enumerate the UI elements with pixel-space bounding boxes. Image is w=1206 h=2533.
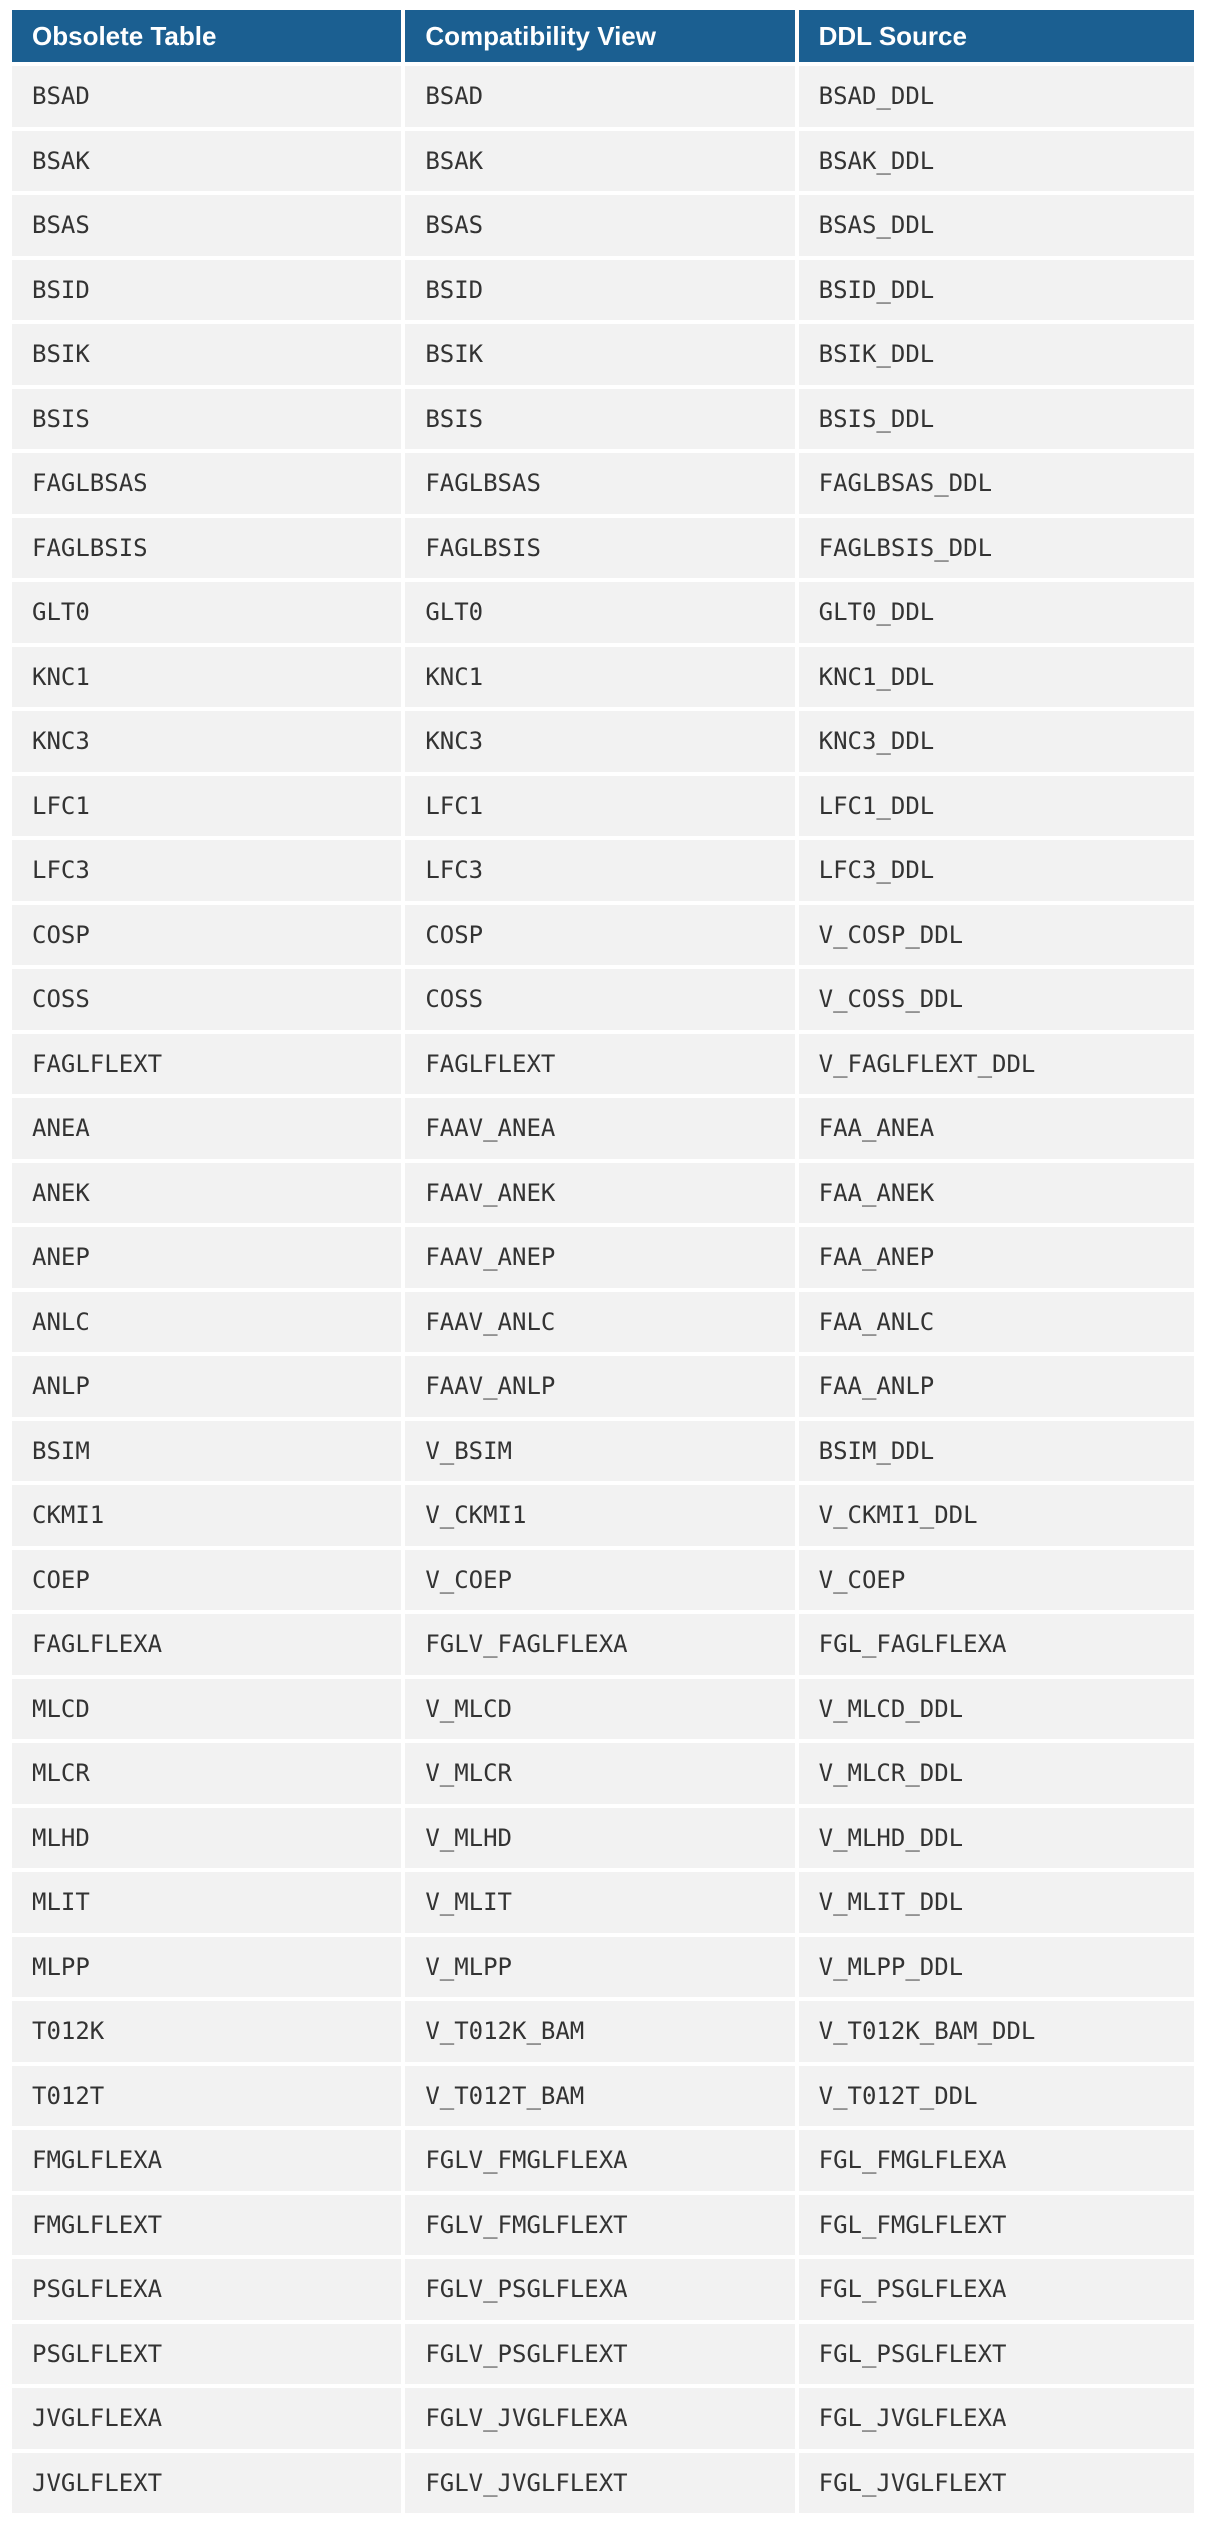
cell-ddl-source: V_FAGLFLEXT_DDL (799, 1034, 1194, 1095)
cell-ddl-source: V_T012K_BAM_DDL (799, 2001, 1194, 2062)
cell-compatibility-view: FAGLFLEXT (405, 1034, 794, 1095)
table-row (12, 518, 1194, 579)
table-row (12, 647, 1194, 708)
cell-compatibility-view: COSP (405, 905, 794, 966)
cell-obsolete-table: BSIM (12, 1421, 401, 1482)
cell-ddl-source: FAA_ANEP (799, 1227, 1194, 1288)
cell-compatibility-view: FAGLBSIS (405, 518, 794, 579)
cell-ddl-source: BSAD_DDL (799, 66, 1194, 127)
cell-obsolete-table: ANEK (12, 1163, 401, 1224)
cell-compatibility-view: V_MLIT (405, 1872, 794, 1933)
cell-ddl-source: FAGLBSAS_DDL (799, 453, 1194, 514)
table-row (12, 905, 1194, 966)
table-row (12, 2324, 1194, 2385)
cell-obsolete-table: MLPP (12, 1937, 401, 1998)
table-row (12, 260, 1194, 321)
cell-compatibility-view: V_MLHD (405, 1808, 794, 1869)
table-row (12, 2130, 1194, 2191)
table-row (12, 1872, 1194, 1933)
cell-compatibility-view: FGLV_FMGLFLEXT (405, 2195, 794, 2256)
cell-obsolete-table: FMGLFLEXA (12, 2130, 401, 2191)
cell-ddl-source: LFC3_DDL (799, 840, 1194, 901)
table-row (12, 2195, 1194, 2256)
cell-compatibility-view: BSIS (405, 389, 794, 450)
table-row (12, 1356, 1194, 1417)
cell-obsolete-table: BSIS (12, 389, 401, 450)
cell-compatibility-view: FGLV_PSGLFLEXA (405, 2259, 794, 2320)
table-row (12, 1937, 1194, 1998)
cell-obsolete-table: FAGLBSAS (12, 453, 401, 514)
table-row (12, 582, 1194, 643)
cell-ddl-source: LFC1_DDL (799, 776, 1194, 837)
cell-compatibility-view: V_MLCD (405, 1679, 794, 1740)
table-row (12, 1808, 1194, 1869)
cell-ddl-source: BSAS_DDL (799, 195, 1194, 256)
cell-compatibility-view: FAAV_ANLC (405, 1292, 794, 1353)
table-row (12, 1679, 1194, 1740)
cell-ddl-source: FGL_PSGLFLEXA (799, 2259, 1194, 2320)
column-header-obsolete-table: Obsolete Table (12, 10, 401, 62)
cell-compatibility-view: BSID (405, 260, 794, 321)
cell-obsolete-table: BSIK (12, 324, 401, 385)
cell-obsolete-table: MLIT (12, 1872, 401, 1933)
cell-ddl-source: BSIK_DDL (799, 324, 1194, 385)
cell-compatibility-view: FGLV_JVGLFLEXT (405, 2453, 794, 2514)
cell-compatibility-view: FAAV_ANEA (405, 1098, 794, 1159)
table-row (12, 131, 1194, 192)
cell-ddl-source: V_COEP (799, 1550, 1194, 1611)
cell-obsolete-table: ANEP (12, 1227, 401, 1288)
cell-ddl-source: BSID_DDL (799, 260, 1194, 321)
cell-obsolete-table: T012T (12, 2066, 401, 2127)
table-row (12, 1098, 1194, 1159)
obsolete-tables-mapping-table (8, 6, 1198, 2517)
cell-ddl-source: GLT0_DDL (799, 582, 1194, 643)
table-row (12, 195, 1194, 256)
table-row (12, 1550, 1194, 1611)
table-container (12, 10, 1194, 2517)
cell-compatibility-view: FGLV_FAGLFLEXA (405, 1614, 794, 1675)
cell-obsolete-table: BSID (12, 260, 401, 321)
cell-compatibility-view: LFC1 (405, 776, 794, 837)
cell-ddl-source: FAA_ANEK (799, 1163, 1194, 1224)
table-row (12, 66, 1194, 127)
table-row (12, 2066, 1194, 2127)
table-row (12, 1421, 1194, 1482)
cell-obsolete-table: ANLP (12, 1356, 401, 1417)
cell-compatibility-view: V_T012T_BAM (405, 2066, 794, 2127)
cell-compatibility-view: V_T012K_BAM (405, 2001, 794, 2062)
cell-compatibility-view: FGLV_JVGLFLEXA (405, 2388, 794, 2449)
cell-compatibility-view: V_COEP (405, 1550, 794, 1611)
table-row (12, 2388, 1194, 2449)
cell-compatibility-view: BSAK (405, 131, 794, 192)
cell-ddl-source: KNC1_DDL (799, 647, 1194, 708)
cell-compatibility-view: KNC1 (405, 647, 794, 708)
cell-obsolete-table: BSAS (12, 195, 401, 256)
cell-obsolete-table: BSAK (12, 131, 401, 192)
table-row (12, 1485, 1194, 1546)
cell-ddl-source: FGL_JVGLFLEXA (799, 2388, 1194, 2449)
column-header-compatibility-view: Compatibility View (405, 10, 794, 62)
cell-obsolete-table: KNC1 (12, 647, 401, 708)
cell-ddl-source: KNC3_DDL (799, 711, 1194, 772)
cell-ddl-source: FAA_ANLP (799, 1356, 1194, 1417)
cell-ddl-source: FGL_PSGLFLEXT (799, 2324, 1194, 2385)
table-row (12, 1034, 1194, 1095)
cell-obsolete-table: FMGLFLEXT (12, 2195, 401, 2256)
cell-ddl-source: V_MLCD_DDL (799, 1679, 1194, 1740)
cell-obsolete-table: T012K (12, 2001, 401, 2062)
cell-obsolete-table: JVGLFLEXA (12, 2388, 401, 2449)
cell-obsolete-table: FAGLBSIS (12, 518, 401, 579)
table-row (12, 453, 1194, 514)
cell-obsolete-table: KNC3 (12, 711, 401, 772)
cell-ddl-source: FGL_FMGLFLEXA (799, 2130, 1194, 2191)
cell-ddl-source: V_MLHD_DDL (799, 1808, 1194, 1869)
cell-ddl-source: FAA_ANEA (799, 1098, 1194, 1159)
cell-obsolete-table: FAGLFLEXT (12, 1034, 401, 1095)
cell-ddl-source: FAA_ANLC (799, 1292, 1194, 1353)
cell-obsolete-table: ANEA (12, 1098, 401, 1159)
table-row (12, 1614, 1194, 1675)
cell-obsolete-table: MLCR (12, 1743, 401, 1804)
cell-obsolete-table: BSAD (12, 66, 401, 127)
cell-obsolete-table: JVGLFLEXT (12, 2453, 401, 2514)
cell-compatibility-view: COSS (405, 969, 794, 1030)
cell-obsolete-table: GLT0 (12, 582, 401, 643)
column-header-ddl-source: DDL Source (799, 10, 1194, 62)
cell-obsolete-table: COSS (12, 969, 401, 1030)
table-row (12, 969, 1194, 1030)
table-row (12, 2453, 1194, 2514)
cell-obsolete-table: MLHD (12, 1808, 401, 1869)
cell-compatibility-view: V_MLCR (405, 1743, 794, 1804)
cell-obsolete-table: FAGLFLEXA (12, 1614, 401, 1675)
table-header (12, 10, 1194, 62)
cell-ddl-source: FGL_JVGLFLEXT (799, 2453, 1194, 2514)
cell-compatibility-view: GLT0 (405, 582, 794, 643)
cell-compatibility-view: V_MLPP (405, 1937, 794, 1998)
cell-compatibility-view: BSIK (405, 324, 794, 385)
cell-ddl-source: FGL_FMGLFLEXT (799, 2195, 1194, 2256)
cell-compatibility-view: BSAS (405, 195, 794, 256)
cell-compatibility-view: BSAD (405, 66, 794, 127)
cell-ddl-source: V_COSP_DDL (799, 905, 1194, 966)
cell-obsolete-table: LFC1 (12, 776, 401, 837)
cell-ddl-source: FAGLBSIS_DDL (799, 518, 1194, 579)
cell-compatibility-view: FGLV_FMGLFLEXA (405, 2130, 794, 2191)
cell-compatibility-view: LFC3 (405, 840, 794, 901)
cell-compatibility-view: FAGLBSAS (405, 453, 794, 514)
table-row (12, 1163, 1194, 1224)
cell-ddl-source: V_CKMI1_DDL (799, 1485, 1194, 1546)
cell-compatibility-view: FGLV_PSGLFLEXT (405, 2324, 794, 2385)
cell-obsolete-table: CKMI1 (12, 1485, 401, 1546)
cell-obsolete-table: LFC3 (12, 840, 401, 901)
cell-compatibility-view: KNC3 (405, 711, 794, 772)
table-row (12, 1743, 1194, 1804)
cell-obsolete-table: PSGLFLEXT (12, 2324, 401, 2385)
header-row (12, 10, 1194, 62)
table-row (12, 1292, 1194, 1353)
table-row (12, 2259, 1194, 2320)
table-row (12, 2001, 1194, 2062)
cell-ddl-source: V_MLCR_DDL (799, 1743, 1194, 1804)
cell-ddl-source: BSAK_DDL (799, 131, 1194, 192)
table-row (12, 1227, 1194, 1288)
cell-obsolete-table: COEP (12, 1550, 401, 1611)
cell-ddl-source: BSIS_DDL (799, 389, 1194, 450)
cell-ddl-source: V_MLIT_DDL (799, 1872, 1194, 1933)
cell-ddl-source: BSIM_DDL (799, 1421, 1194, 1482)
cell-compatibility-view: V_CKMI1 (405, 1485, 794, 1546)
table-row (12, 389, 1194, 450)
cell-ddl-source: V_COSS_DDL (799, 969, 1194, 1030)
cell-ddl-source: V_T012T_DDL (799, 2066, 1194, 2127)
cell-obsolete-table: MLCD (12, 1679, 401, 1740)
table-row (12, 776, 1194, 837)
cell-obsolete-table: ANLC (12, 1292, 401, 1353)
cell-compatibility-view: FAAV_ANEP (405, 1227, 794, 1288)
table-row (12, 840, 1194, 901)
cell-compatibility-view: FAAV_ANEK (405, 1163, 794, 1224)
cell-compatibility-view: FAAV_ANLP (405, 1356, 794, 1417)
cell-compatibility-view: V_BSIM (405, 1421, 794, 1482)
table-row (12, 711, 1194, 772)
cell-obsolete-table: COSP (12, 905, 401, 966)
table-body (12, 66, 1194, 2513)
cell-ddl-source: FGL_FAGLFLEXA (799, 1614, 1194, 1675)
cell-obsolete-table: PSGLFLEXA (12, 2259, 401, 2320)
cell-ddl-source: V_MLPP_DDL (799, 1937, 1194, 1998)
table-row (12, 324, 1194, 385)
